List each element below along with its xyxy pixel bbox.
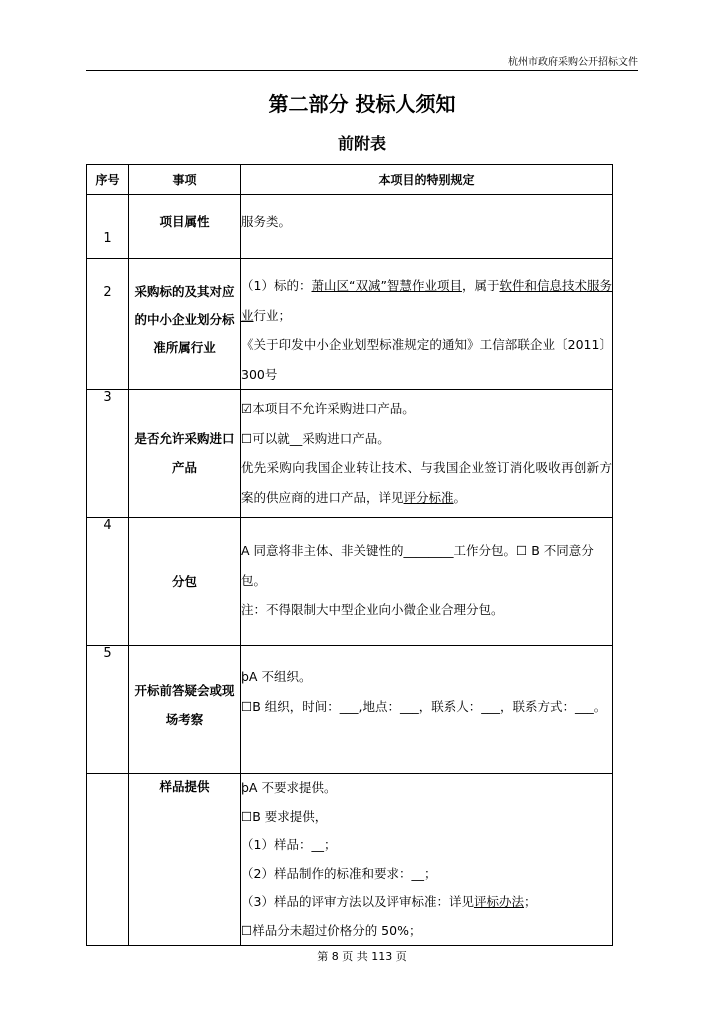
row-item: 项目属性 (129, 195, 241, 259)
notice-table (86, 164, 613, 946)
header-item: 事项 (129, 165, 241, 195)
header-content: 本项目的特别规定 (241, 165, 613, 195)
evaluation-method-link[interactable]: 评标办法 (473, 894, 524, 909)
industry-suffix: 行业； (253, 307, 292, 323)
sample-option-a: þA 不要求提供。 (241, 780, 337, 795)
sample-line-3: （3）样品的评审方法以及评审标准：详见评标办法； (241, 894, 537, 909)
sub-title: 前附表 (337, 134, 386, 153)
row-number: 3 (87, 390, 129, 518)
table-row (87, 390, 613, 518)
row-content (241, 518, 613, 646)
header-rule (86, 70, 638, 71)
header-org-text: 杭州市政府采购公开招标文件 (508, 57, 638, 68)
row-number: 5 (87, 646, 129, 774)
header-no: 序号 (87, 165, 129, 195)
qa-option-b: ☐B 组织，时间：___,地点：___，联系人：___，联系方式：___。 (241, 698, 607, 714)
row-content (241, 774, 613, 946)
page-footer: 第 8 页 共 113 页 (317, 950, 407, 963)
row-item: 是否允许采购进口产品 (129, 390, 241, 518)
row-content (241, 259, 613, 390)
sample-line-1: （1）样品：__； (241, 837, 337, 852)
sample-option-b: ☐B 要求提供， (241, 808, 328, 824)
sample-line-2: （2）样品制作的标准和要求：__； (241, 865, 437, 881)
row-item: 开标前答疑会或现场考察 (129, 646, 241, 774)
subcontract-options: A 同意将非主体、非关键性的________工作分包。☐ B 不同意分包。 (241, 543, 594, 588)
page-title: 第二部分 投标人须知 (268, 92, 456, 116)
import-allowed-option: ☐可以就__采购进口产品。 (241, 430, 390, 446)
table-row (87, 646, 613, 774)
row-item: 样品提供 (129, 774, 241, 946)
row-content: 服务类。 (241, 195, 613, 259)
qa-option-a: þA 不组织。 (241, 669, 312, 684)
row-item: 分包 (129, 518, 241, 646)
row-item: 采购标的及其对应的中小企业划分标准所属行业 (129, 259, 241, 390)
table-row (87, 195, 613, 259)
scoring-standard-link[interactable]: 评分标准 (403, 489, 454, 505)
row-content (241, 390, 613, 518)
row-number: 1 (87, 195, 129, 259)
row-number (87, 774, 129, 946)
row-number: 4 (87, 518, 129, 646)
target-label: （1）标的： (241, 278, 312, 293)
import-priority-text: 优先采购向我国企业转让技术、与我国企业签订消化吸收再创新方案的供应商的进口产品，详见评分标准。 (241, 460, 612, 505)
project-name-link: 萧山区“双减”智慧作业项目 (311, 278, 462, 293)
subcontract-note: 注：不得限制大中型企业向小微企业合理分包。 (241, 602, 504, 617)
table-header-row (87, 165, 613, 195)
row-number: 2 (87, 259, 129, 390)
belongs-text: ，属于 (461, 278, 500, 293)
notice-reference: 《关于印发中小企业划型标准规定的通知》工信部联企业〔2011〕300号 (241, 337, 612, 382)
table-row (87, 518, 613, 646)
row-content (241, 646, 613, 774)
table-row (87, 259, 613, 390)
sample-score-option: ☐样品分未超过价格分的 50%； (241, 922, 422, 938)
import-disallowed-option: ☑本项目不允许采购进口产品。 (241, 401, 415, 416)
industry-name: 软件和信息技术服务业 (241, 278, 612, 323)
table-row (87, 774, 613, 946)
